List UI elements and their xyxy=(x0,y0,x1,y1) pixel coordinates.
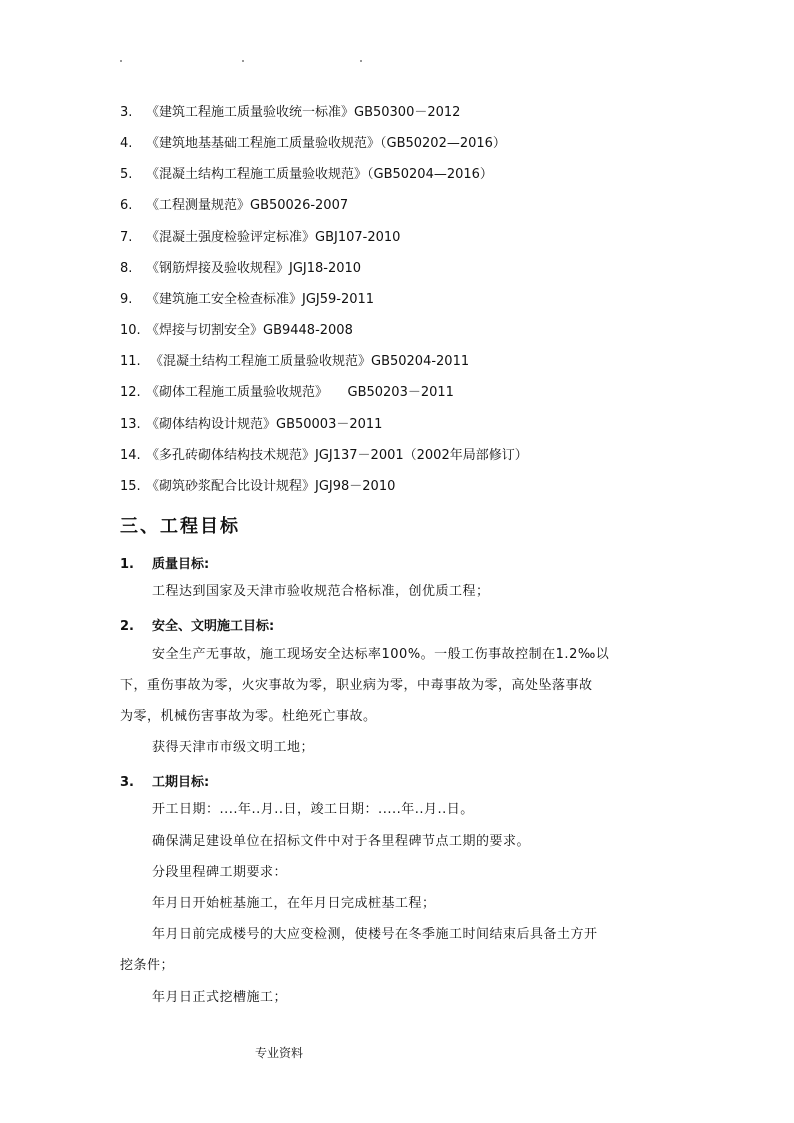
schedule-line: 年月日前完成楼号的大应变检测，使楼号在冬季施工时间结束后具备土方开 xyxy=(152,927,598,942)
schedule-line: 年月日开始桩基施工，在年月日完成桩基工程； xyxy=(152,896,436,911)
list-item: 11. 《混凝土结构工程施工质量验收规范》GB50204-2011 xyxy=(120,354,470,369)
schedule-line: 开工日期：....年..月..日，竣工日期：.....年..月..日。 xyxy=(152,802,474,817)
schedule-heading: 3. 工期目标: xyxy=(120,775,210,790)
list-item: 3. 《建筑工程施工质量验收统一标准》GB50300－2012 xyxy=(120,105,461,120)
schedule-line: 分段里程碑工期要求： xyxy=(152,865,288,880)
safety-line: 下，重伤事故为零，火灾事故为零，职业病为零，中毒事故为零，高处坠落事故 xyxy=(120,678,593,693)
schedule-line: 挖条件； xyxy=(120,958,175,973)
list-item: 7. 《混凝土强度检验评定标准》GBJ107-2010 xyxy=(120,230,401,245)
footer-text: 专业资料 xyxy=(255,1046,304,1060)
list-item: 9. 《建筑施工安全检查标准》JGJ59-2011 xyxy=(120,292,375,307)
quality-heading: 1. 质量目标: xyxy=(120,557,210,572)
list-item: 6. 《工程测量规范》GB50026-2007 xyxy=(120,198,349,213)
list-item: 8. 《钢筋焊接及验收规程》JGJ18-2010 xyxy=(120,261,362,276)
safety-line: 获得天津市市级文明工地； xyxy=(152,740,315,755)
safety-line: 安全生产无事故，施工现场安全达标率100%。一般工伤事故控制在1.2‰以 xyxy=(152,647,610,662)
list-item: 4. 《建筑地基基础工程施工质量验收规范》（GB50202—2016） xyxy=(120,136,506,151)
list-item: 13. 《砌体结构设计规范》GB50003－2011 xyxy=(120,417,383,432)
list-item: 15. 《砌筑砂浆配合比设计规程》JGJ98－2010 xyxy=(120,479,396,494)
header-dots xyxy=(120,60,360,66)
schedule-line: 年月日正式挖槽施工； xyxy=(152,990,288,1005)
list-item: 5. 《混凝土结构工程施工质量验收规范》（GB50204—2016） xyxy=(120,167,493,182)
list-item: 10. 《焊接与切割安全》GB9448-2008 xyxy=(120,323,353,338)
safety-heading: 2. 安全、文明施工目标: xyxy=(120,619,275,634)
safety-line: 为零，机械伤害事故为零。杜绝死亡事故。 xyxy=(120,709,377,724)
list-item: 14. 《多孔砖砌体结构技术规范》JGJ137－2001（2002年局部修订） xyxy=(120,448,528,463)
schedule-line: 确保满足建设单位在招标文件中对于各里程碑节点工期的要求。 xyxy=(152,834,531,849)
list-item: 12. 《砌体工程施工质量验收规范》 GB50203－2011 xyxy=(120,385,454,400)
quality-text: 工程达到国家及天津市验收规范合格标准，创优质工程； xyxy=(152,584,490,599)
section-title: 三、工程目标 xyxy=(120,516,240,537)
